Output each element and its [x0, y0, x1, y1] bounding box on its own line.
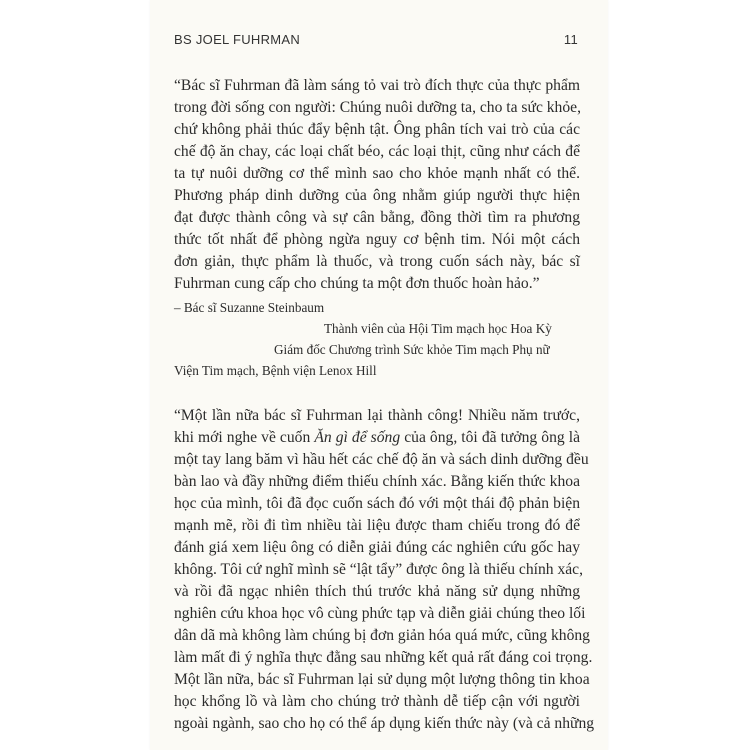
running-header: [174, 32, 578, 50]
text-line: “Một lần nữa bác sĩ Fuhrman lại thành công! Nhiều năm trước,: [174, 407, 580, 424]
text-line: Phương pháp dinh dưỡng của ông nhằm giúp người thực hiện: [174, 187, 580, 204]
text-line: không. Tôi cứ nghĩ mình sẽ “lật tẩy” được ông là thiếu chính xác,: [174, 561, 583, 578]
text-line: đạt được thành công và sự cân bằng, đồng thời tìm ra phương: [174, 209, 580, 226]
text-line: ta tự nuôi dưỡng cơ thể mình sao cho khỏe mạnh nhất có thể.: [174, 165, 580, 182]
testimonial-2: [174, 405, 595, 735]
text-line: chế độ ăn chay, các loại chất béo, các loại thịt, cũng như cách để: [174, 143, 580, 160]
text-line: một tay lang băm vì hầu hết các chế độ ăn và sách dinh dưỡng đều: [174, 451, 589, 468]
text-line: dân dã mà không làm chúng bị đơn giản hóa quá mức, cũng không: [174, 627, 590, 644]
text-line: bàn lao và đầy những điểm thiếu chính xác. Bằng kiến thức khoa: [174, 473, 580, 490]
book-page: [150, 0, 608, 750]
text-line: Fuhrman cung cấp cho chúng ta một đơn thuốc hoàn hảo.”: [174, 275, 540, 292]
text-line: học khổng lồ và làm cho chúng trở thành dễ tiếp cận với người: [174, 693, 580, 710]
attribution-role: Thành viên của Hội Tim mạch học Hoa Kỳ: [324, 321, 552, 336]
testimonial-1-attribution: [174, 297, 580, 381]
text-segment: của ông, tôi đã tưởng ông là: [400, 429, 581, 446]
text-line: làm mất đi ý nghĩa thực đằng sau những kết quả rất đáng coi trọng.: [174, 649, 593, 666]
testimonial-1: [174, 75, 580, 381]
page-body: [174, 75, 595, 735]
text-line: [174, 427, 580, 449]
text-line: trong đời sống con người: Chúng nuôi dưỡng ta, cho ta sức khỏe,: [174, 99, 581, 116]
attribution-name: – Bác sĩ Suzanne Steinbaum: [174, 300, 325, 315]
book-title: Ăn gì để sống: [314, 429, 401, 446]
text-line: ngoài ngành, sao cho họ có thể áp dụng kiến thức này (và cả những: [174, 715, 595, 732]
text-line: mạnh mẽ, rồi đi tìm nhiều tài liệu được tham chiếu trong đó để: [174, 517, 580, 534]
attribution-affiliation: Viện Tim mạch, Bệnh viện Lenox Hill: [174, 363, 377, 378]
text-line: học của mình, tôi đã đọc cuốn sách đó với một thái độ phản biện: [174, 495, 580, 512]
text-line: thức tốt nhất để phòng ngừa nguy cơ bệnh tim. Nói một cách: [174, 231, 580, 248]
attribution-role: Giám đốc Chương trình Sức khỏe Tim mạch Phụ nữ: [274, 342, 550, 357]
text-line: Một lần nữa, bác sĩ Fuhrman lại sử dụng một lượng thông tin khoa: [174, 671, 590, 688]
header-author: BS JOEL FUHRMAN: [174, 32, 301, 47]
text-line: đánh giá xem liệu ông có diễn giải đúng các nghiên cứu gốc hay: [174, 539, 580, 556]
text-segment: khi mới nghe về cuốn: [174, 429, 315, 446]
text-line: và rồi đã ngạc nhiên thích thú trước khả năng sử dụng những: [174, 583, 580, 600]
text-line: chứ không phải thúc đẩy bệnh tật. Ông phân tích vai trò của các: [174, 121, 580, 138]
page-number: 11: [563, 32, 578, 47]
text-line: nghiên cứu khoa học vô cùng phức tạp và diễn giải chúng theo lối: [174, 605, 586, 622]
text-line: “Bác sĩ Fuhrman đã làm sáng tỏ vai trò đích thực của thực phẩm: [174, 77, 580, 94]
text-line: đơn giản, thực phẩm là thuốc, và trong cuốn sách này, bác sĩ: [174, 253, 580, 270]
